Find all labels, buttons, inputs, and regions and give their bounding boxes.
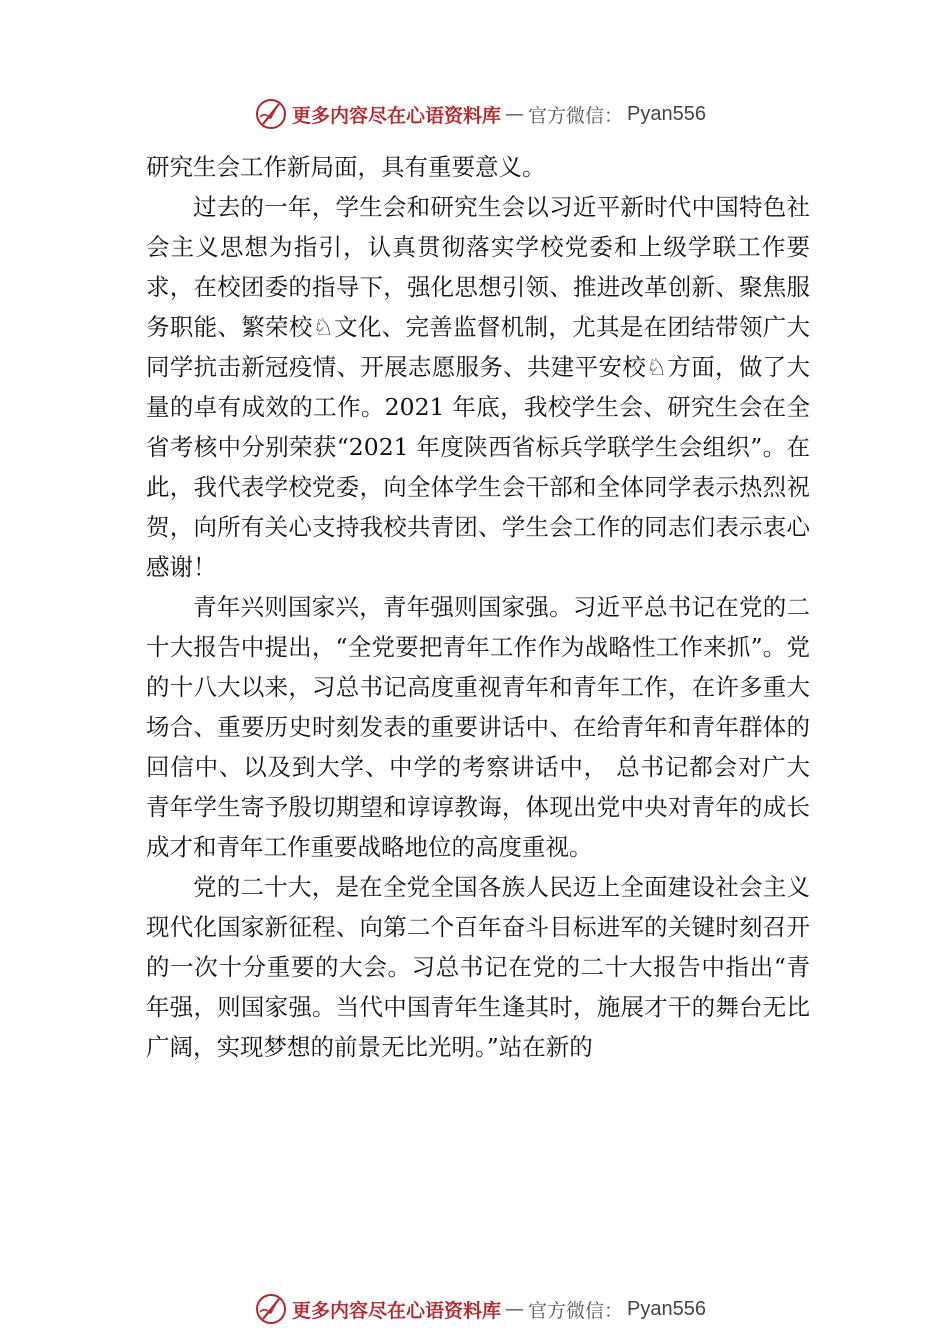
document-body xyxy=(146,147,810,1067)
footer-brand-text: 更多内容尽在心语资料库 xyxy=(292,1299,502,1322)
header-banner-inner xyxy=(254,97,706,131)
footer-banner xyxy=(0,1289,950,1329)
paragraph-1: 研究生会工作新局面，具有重要意义。 xyxy=(146,153,546,181)
footer-banner-inner xyxy=(254,1292,706,1326)
quill-pen-logo-icon xyxy=(254,1292,288,1326)
header-wechat-id: Pyan556 xyxy=(627,102,706,125)
paragraph-3: 青年兴则国家兴，青年强则国家强。习近平总书记在党的二十大报告中提出，“全党要把青年工作作为战略性工作来抓”。党的十八大以来，习总书记高度重视青年和青年工作，在许多重大场合、重要历史时刻发表的重要讲话中、在给青年和青年群体的回信中、以及到大学、中学的考察讲话中， 总书记都会对广大青年学生寄予殷切期望和谆谆教诲，体现出党中央对青年的成长成才和青年工作重要战略地位的高度重视。 xyxy=(146,593,810,861)
header-wechat-label: 官方微信： xyxy=(528,104,624,127)
footer-wechat-id: Pyan556 xyxy=(627,1297,706,1320)
footer-separator: — xyxy=(505,1298,525,1320)
header-separator: — xyxy=(505,103,525,125)
header-brand-text: 更多内容尽在心语资料库 xyxy=(292,104,502,127)
paragraph-4: 党的二十大，是在全党全国各族人民迈上全面建设社会主义现代化国家新征程、向第二个百年奋斗目标进军的关键时刻召开的一次十分重要的大会。习总书记在党的二十大报告中指出“青年强，则国家强。当代中国青年生逢其时，施展才干的舞台无比广阔，实现梦想的前景无比光明。”站在新的 xyxy=(146,873,810,1061)
footer-wechat-label: 官方微信： xyxy=(528,1299,624,1322)
paragraph-2: 过去的一年，学生会和研究生会以习近平新时代中国特色社会主义思想为指引，认真贯彻落实学校党委和上级学联工作要求，在校团委的指导下，强化思想引领、推进改革创新、聚焦服务职能、繁荣校♘文化、完善监督机制，尤其是在团结带领广大同学抗击新冠疫情、开展志愿服务、共建平安校♘方面，做了大量的卓有成效的工作。2021 年底，我校学生会、研究生会在全省考核中分别荣获“2021 年度陕西省标兵学联学生会组织”。在此，我代表学校党委，向全体学生会干部和全体同学表示热烈祝贺，向所有关心支持我校共青团、学生会工作的同志们表示衷心感谢！ xyxy=(146,193,810,581)
header-banner xyxy=(0,94,950,134)
quill-pen-logo-icon xyxy=(254,97,288,131)
